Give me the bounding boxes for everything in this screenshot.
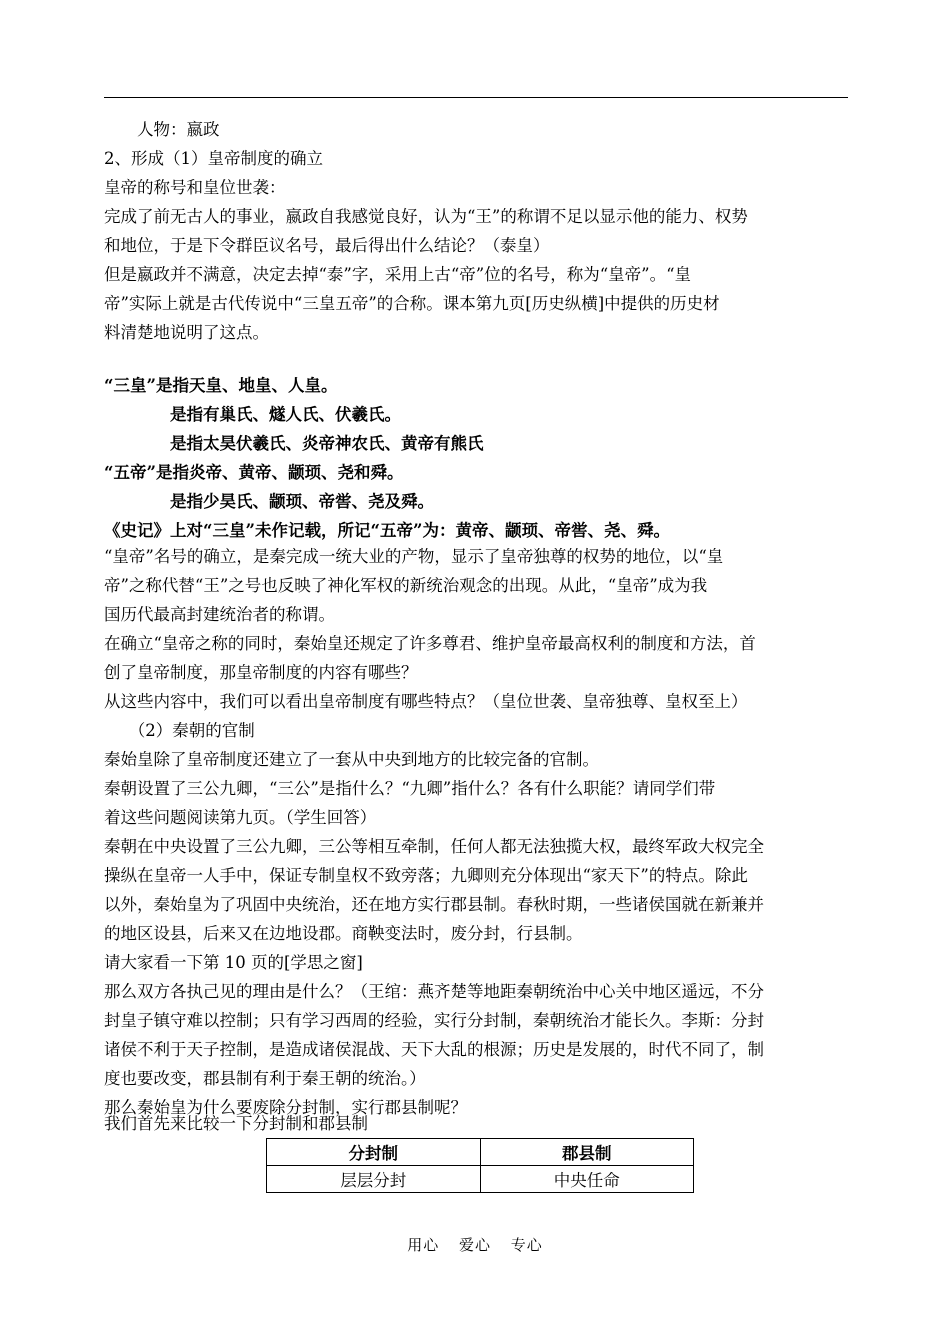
header-rule — [104, 97, 848, 98]
bold-line: 是指少昊氏、颛顼、帝喾、尧及舜。 — [104, 492, 434, 511]
text-line: 从这些内容中，我们可以看出皇帝制度有哪些特点？（皇位世袭、皇帝独尊、皇权至上） — [104, 692, 748, 711]
section-heading: （2）秦朝的官制 — [104, 721, 255, 740]
table-row — [267, 1166, 694, 1193]
text-line: 的地区设县，后来又在边地设郡。商鞅变法时，废分封，行县制。 — [104, 924, 583, 943]
text-line: 完成了前无古人的事业，嬴政自我感觉良好，认为“王”的称谓不足以显示他的能力、权势 — [104, 207, 748, 226]
text-line: 着这些问题阅读第九页。（学生回答） — [104, 808, 377, 827]
text-line: 在确立“皇帝之称的同时，秦始皇还规定了许多尊君、维护皇帝最高权利的制度和方法，首 — [104, 634, 756, 653]
bold-line: 是指有巢氏、燧人氏、伏羲氏。 — [104, 405, 401, 424]
table-header-cell: 分封制 — [267, 1139, 481, 1166]
text-line: 皇帝的称号和皇位世袭： — [104, 178, 286, 197]
bold-line: 《史记》上对“三皇”未作记载，所记“五帝”为：黄帝、颛顼、帝喾、尧、舜。 — [104, 521, 670, 540]
section-heading: 2、形成（1）皇帝制度的确立 — [104, 149, 323, 168]
table-header-row — [267, 1139, 694, 1166]
text-line: 和地位，于是下令群臣议名号，最后得出什么结论？（泰皇） — [104, 236, 550, 255]
text-line: 封皇子镇守难以控制；只有学习西周的经验，实行分封制，秦朝统治才能长久。李斯：分封 — [104, 1011, 764, 1030]
table-header-cell: 郡县制 — [480, 1139, 694, 1166]
text-line: 秦朝设置了三公九卿，“三公”是指什么？“九卿”指什么？各有什么职能？请同学们带 — [104, 779, 716, 798]
text-line: 那么双方各执己见的理由是什么？（王绾：燕齐楚等地距秦朝统治中心关中地区遥远，不分 — [104, 982, 764, 1001]
text-line: 秦朝在中央设置了三公九卿，三公等相互牵制，任何人都无法独揽大权，最终军政大权完全 — [104, 837, 764, 856]
text-line: 帝”之称代替“王”之号也反映了神化军权的新统治观念的出现。从此，“皇帝”成为我 — [104, 576, 708, 595]
text-line: 度也要改变，郡县制有利于秦王朝的统治。） — [104, 1069, 426, 1088]
text-line: 秦始皇除了皇帝制度还建立了一套从中央到地方的比较完备的官制。 — [104, 750, 599, 769]
text-line: 那么秦始皇为什么要废除分封制，实行郡县制呢？ — [104, 1098, 467, 1117]
table-cell: 层层分封 — [267, 1166, 481, 1193]
page-footer: 用心 爱心 专心 — [407, 1236, 543, 1254]
text-line: 操纵在皇帝一人手中，保证专制皇权不致旁落；九卿则充分体现出“家天下”的特点。除此 — [104, 866, 748, 885]
text-line: 诸侯不利于天子控制，是造成诸侯混战、天下大乱的根源；历史是发展的，时代不同了，制 — [104, 1040, 764, 1059]
bold-line: “三皇”是指天皇、地皇、人皇。 — [104, 376, 338, 395]
table-cell: 中央任命 — [480, 1166, 694, 1193]
text-line: 创了皇帝制度，那皇帝制度的内容有哪些？ — [104, 663, 418, 682]
text-line: 但是嬴政并不满意，决定去掉“泰”字，采用上古“帝”位的名号，称为“皇帝”。“皇 — [104, 265, 692, 284]
comparison-table — [266, 1138, 694, 1193]
bold-line: “五帝”是指炎帝、黄帝、颛顼、尧和舜。 — [104, 463, 404, 482]
text-line: 国历代最高封建统治者的称谓。 — [104, 605, 335, 624]
text-line: 料清楚地说明了这点。 — [104, 323, 269, 342]
text-line: 帝”实际上就是古代传说中“三皇五帝”的合称。课本第九页[历史纵横]中提供的历史材 — [104, 294, 720, 313]
text-line: 请大家看一下第 10 页的[学思之窗] — [104, 953, 363, 972]
text-line: 我们首先来比较一下分封制和郡县制 — [104, 1114, 368, 1133]
text-line: 人物：嬴政 — [104, 120, 220, 139]
text-line: “皇帝”名号的确立，是秦完成一统大业的产物，显示了皇帝独尊的权势的地位，以“皇 — [104, 547, 724, 566]
bold-line: 是指太昊伏羲氏、炎帝神农氏、黄帝有熊氏 — [104, 434, 484, 453]
text-line: 以外，秦始皇为了巩固中央统治，还在地方实行郡县制。春秋时期，一些诸侯国就在新兼并 — [104, 895, 764, 914]
